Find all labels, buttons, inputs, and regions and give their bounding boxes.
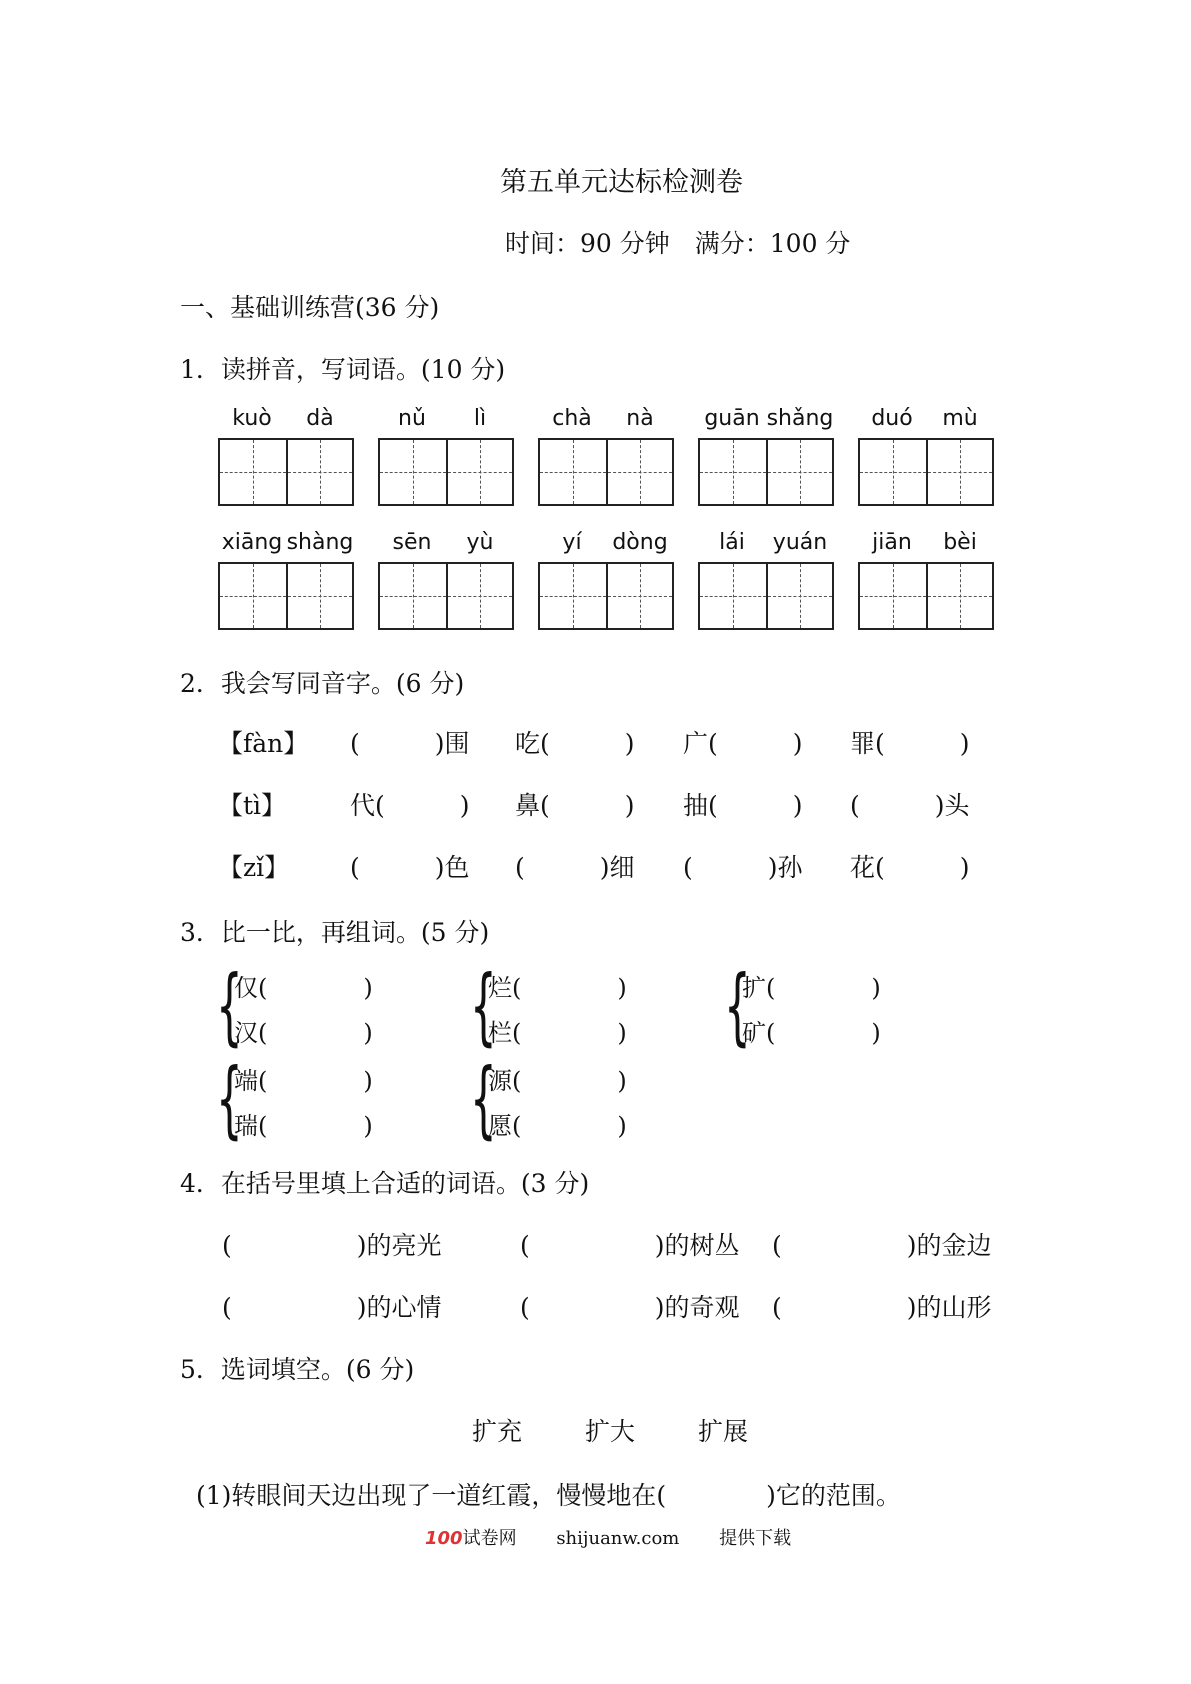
- pinyin-tag: 【zǐ】: [218, 853, 290, 882]
- download-note: 提供下载: [719, 1528, 792, 1549]
- brace-icon: {: [470, 1050, 497, 1148]
- grid-cell[interactable]: [860, 440, 926, 504]
- pinyin-label: yù: [466, 530, 494, 555]
- brace-icon: {: [216, 1050, 243, 1148]
- grid-cell[interactable]: [700, 564, 766, 628]
- writing-grid[interactable]: [218, 562, 354, 630]
- phrase-blank[interactable]: ( )的金边: [772, 1231, 992, 1260]
- site-url: shijuanw.com: [556, 1528, 680, 1549]
- pinyin-label: duó: [871, 406, 913, 431]
- homophone-blank[interactable]: ( )色: [350, 853, 470, 882]
- exam-meta: 时间：90 分钟 满分：100 分: [505, 229, 851, 258]
- writing-grid[interactable]: [378, 562, 514, 630]
- grid-cell[interactable]: [540, 564, 606, 628]
- homophone-blank[interactable]: 抽( ): [683, 791, 803, 820]
- q3-heading: 3．比一比，再组词。(5 分): [180, 918, 490, 947]
- homophone-blank[interactable]: ( )细: [515, 853, 635, 882]
- site-name: 试卷网: [462, 1528, 517, 1549]
- q2-heading: 2．我会写同音字。(6 分): [180, 669, 465, 698]
- pinyin-label: xiāng: [221, 530, 283, 555]
- writing-grid[interactable]: [378, 438, 514, 506]
- brace-icon: {: [724, 957, 751, 1055]
- phrase-blank[interactable]: ( )的亮光: [222, 1231, 442, 1260]
- homophone-blank[interactable]: 吃( ): [515, 729, 635, 758]
- grid-cell[interactable]: [446, 564, 512, 628]
- pinyin-label: mù: [942, 406, 978, 431]
- pinyin-label: lái: [719, 530, 745, 555]
- homophone-blank[interactable]: ( )孙: [683, 853, 803, 882]
- homophone-blank[interactable]: 罪( ): [850, 729, 970, 758]
- grid-cell[interactable]: [606, 440, 672, 504]
- grid-cell[interactable]: [380, 440, 446, 504]
- homophone-blank[interactable]: ( )头: [850, 791, 970, 820]
- compare-word[interactable]: 矿( ): [742, 1019, 881, 1047]
- pinyin-tag: 【tì】: [218, 791, 287, 820]
- homophone-blank[interactable]: 广( ): [683, 729, 803, 758]
- site-logo: 100: [425, 1528, 463, 1549]
- q5-heading: 5．选词填空。(6 分): [180, 1355, 415, 1384]
- homophone-blank[interactable]: 花( ): [850, 853, 970, 882]
- grid-cell[interactable]: [606, 564, 672, 628]
- q4-heading: 4．在括号里填上合适的词语。(3 分): [180, 1169, 590, 1198]
- brace-icon: {: [216, 957, 243, 1055]
- homophone-blank[interactable]: ( )围: [350, 729, 470, 758]
- grid-cell[interactable]: [766, 440, 832, 504]
- grid-cell[interactable]: [926, 440, 992, 504]
- writing-grid[interactable]: [698, 438, 834, 506]
- grid-cell[interactable]: [926, 564, 992, 628]
- pinyin-label: shàng: [286, 530, 354, 555]
- writing-grid[interactable]: [538, 562, 674, 630]
- word-option: 扩充: [472, 1417, 523, 1446]
- pinyin-label: kuò: [232, 406, 272, 431]
- pinyin-label: guān: [704, 406, 760, 431]
- pinyin-label: bèi: [943, 530, 977, 555]
- pinyin-label: jiān: [872, 530, 912, 555]
- compare-word[interactable]: 瑞( ): [234, 1112, 373, 1140]
- compare-word[interactable]: 烂( ): [488, 974, 627, 1002]
- grid-cell[interactable]: [766, 564, 832, 628]
- writing-grid[interactable]: [218, 438, 354, 506]
- compare-word[interactable]: 扩( ): [742, 974, 881, 1002]
- compare-word[interactable]: 汉( ): [234, 1019, 373, 1047]
- pinyin-label: nǔ: [398, 406, 426, 431]
- writing-grid[interactable]: [858, 562, 994, 630]
- brace-icon: {: [470, 957, 497, 1055]
- compare-word[interactable]: 仅( ): [234, 974, 373, 1002]
- grid-cell[interactable]: [286, 564, 352, 628]
- grid-cell[interactable]: [220, 440, 286, 504]
- pinyin-label: dà: [306, 406, 334, 431]
- compare-word[interactable]: 栏( ): [488, 1019, 627, 1047]
- page-title: 第五单元达标检测卷: [500, 167, 743, 198]
- pinyin-label: lì: [473, 406, 487, 431]
- compare-word[interactable]: 愿( ): [488, 1112, 627, 1140]
- section-heading: 一、基础训练营(36 分): [180, 293, 440, 322]
- pinyin-label: nà: [626, 406, 654, 431]
- phrase-blank[interactable]: ( )的树丛: [520, 1231, 740, 1260]
- homophone-blank[interactable]: 代( ): [350, 791, 470, 820]
- phrase-blank[interactable]: ( )的奇观: [520, 1293, 740, 1322]
- grid-cell[interactable]: [540, 440, 606, 504]
- pinyin-label: chà: [552, 406, 592, 431]
- phrase-blank[interactable]: ( )的山形: [772, 1293, 992, 1322]
- pinyin-label: yí: [562, 530, 582, 555]
- pinyin-tag: 【fàn】: [218, 729, 309, 758]
- word-option: 扩大: [585, 1417, 636, 1446]
- compare-word[interactable]: 端( ): [234, 1067, 373, 1095]
- homophone-blank[interactable]: 鼻( ): [515, 791, 635, 820]
- grid-cell[interactable]: [860, 564, 926, 628]
- q1-heading: 1．读拼音，写词语。(10 分): [180, 355, 506, 384]
- footer: [425, 1524, 791, 1550]
- pinyin-label: dòng: [612, 530, 668, 555]
- pinyin-label: sēn: [392, 530, 432, 555]
- grid-cell[interactable]: [286, 440, 352, 504]
- writing-grid[interactable]: [538, 438, 674, 506]
- grid-cell[interactable]: [700, 440, 766, 504]
- writing-grid[interactable]: [858, 438, 994, 506]
- writing-grid[interactable]: [698, 562, 834, 630]
- pinyin-label: yuán: [772, 530, 828, 555]
- q5-item-1: (1)转眼间天边出现了一道红霞，慢慢地在( )它的范围。: [196, 1481, 901, 1510]
- phrase-blank[interactable]: ( )的心情: [222, 1293, 442, 1322]
- grid-cell[interactable]: [380, 564, 446, 628]
- pinyin-label: shǎng: [766, 406, 834, 431]
- compare-word[interactable]: 源( ): [488, 1067, 627, 1095]
- grid-cell[interactable]: [220, 564, 286, 628]
- word-option: 扩展: [698, 1417, 749, 1446]
- grid-cell[interactable]: [446, 440, 512, 504]
